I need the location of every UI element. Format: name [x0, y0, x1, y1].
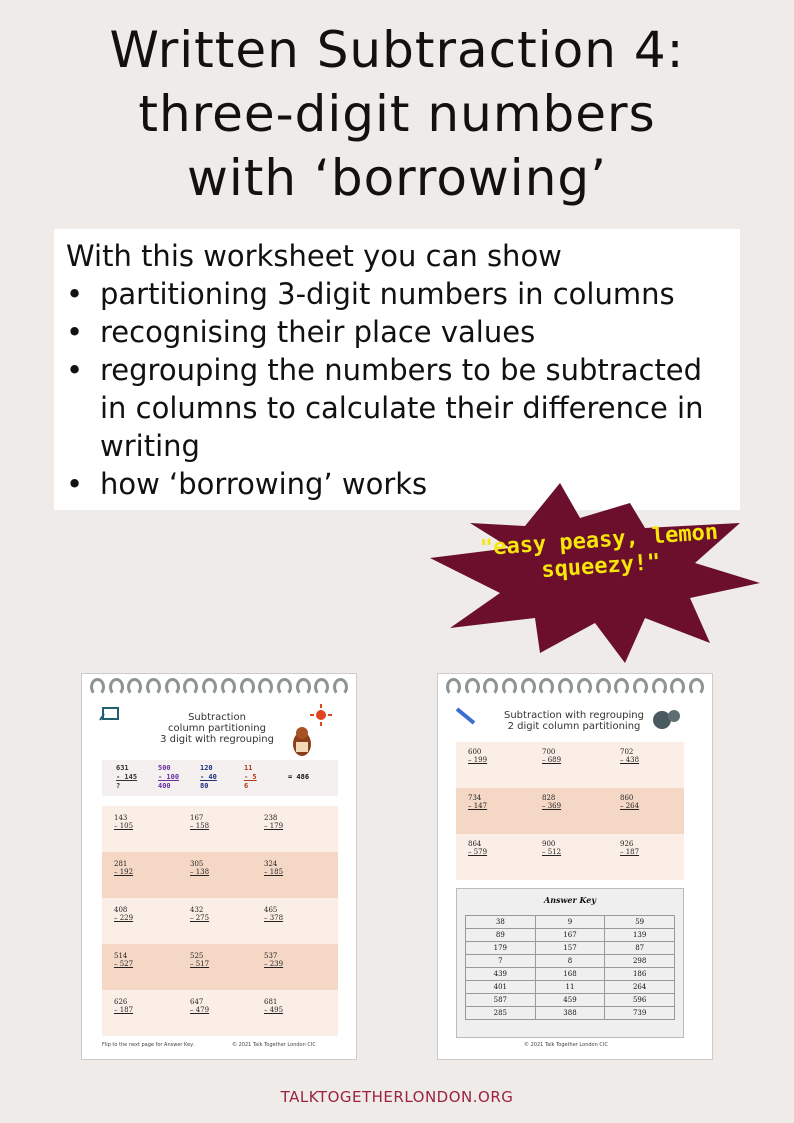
subtrahend: – 527	[114, 960, 134, 968]
worksheet-1-title	[132, 712, 302, 745]
example-strip	[102, 760, 338, 796]
answer-row	[466, 916, 675, 929]
problem-cell	[620, 748, 639, 764]
worksheet-preview-1	[81, 673, 357, 1060]
answer-key-panel	[456, 888, 684, 1038]
answer-cell: 87	[605, 942, 675, 955]
answer-cell: 168	[535, 968, 605, 981]
subtrahend: – 179	[264, 822, 284, 830]
spiral-binding	[446, 678, 704, 700]
subtrahend: – 579	[468, 848, 488, 856]
problem-cell	[114, 906, 133, 922]
subtrahend: – 689	[542, 756, 562, 764]
worksheet-1-footer-right: © 2021 Talk Together London CIC	[232, 1042, 316, 1048]
problem-cell	[190, 860, 209, 876]
minuend: 734	[468, 794, 482, 802]
squirrel-icon	[650, 704, 684, 730]
intro-lead: With this worksheet you can show	[66, 239, 562, 273]
subtrahend: – 378	[264, 914, 284, 922]
minuend: 828	[542, 794, 556, 802]
website-url[interactable]: TALKTOGETHERLONDON.ORG	[280, 1088, 514, 1106]
worksheet-2-title-line: Subtraction with regrouping	[504, 710, 644, 721]
subtrahend: – 369	[542, 802, 562, 810]
minuend: 238	[264, 814, 278, 822]
problem-cell	[264, 814, 283, 830]
minuend: 525	[190, 952, 204, 960]
intro-bullet: • partitioning 3-digit numbers in columns	[66, 275, 728, 313]
problem-cell	[264, 998, 283, 1014]
minuend: 432	[190, 906, 204, 914]
title-line-2: three-digit numbers	[138, 85, 656, 143]
pencil-icon	[454, 706, 478, 726]
intro-bullet: • regrouping the numbers to be subtracted in columns to calculate their difference in writing	[66, 351, 728, 465]
worksheet-1-title-line: 3 digit with regrouping	[160, 734, 274, 745]
answer-cell: 157	[535, 942, 605, 955]
example-value: 120	[200, 764, 213, 772]
example-value: - 100	[158, 773, 180, 781]
answer-cell: 298	[605, 955, 675, 968]
example-result: = 486	[288, 773, 310, 781]
minuend: 537	[264, 952, 278, 960]
problem-cell	[190, 814, 209, 830]
problem-cell	[114, 998, 133, 1014]
minuend: 167	[190, 814, 204, 822]
badge-text: "easy peasy, lemon squeezy!"	[479, 519, 719, 584]
page-title	[0, 18, 794, 210]
subtrahend: – 495	[264, 1006, 284, 1014]
answer-cell: 439	[466, 968, 536, 981]
answer-cell: 8	[535, 955, 605, 968]
example-d	[244, 764, 257, 791]
example-a	[116, 764, 137, 791]
problem-row	[102, 852, 338, 898]
example-value: ?	[116, 782, 121, 790]
minuend: 900	[542, 840, 556, 848]
subtrahend: – 105	[114, 822, 134, 830]
answer-row	[466, 1007, 675, 1020]
squirrel-icon	[287, 724, 317, 758]
minuend: 647	[190, 998, 204, 1006]
minuend: 864	[468, 840, 482, 848]
subtrahend: – 199	[468, 756, 488, 764]
answer-cell: 139	[605, 929, 675, 942]
answer-cell: 186	[605, 968, 675, 981]
problem-row	[102, 990, 338, 1036]
subtrahend: – 185	[264, 868, 284, 876]
title-line-3: with ‘borrowing’	[186, 149, 608, 207]
answer-cell: 7	[466, 955, 536, 968]
minuend: 926	[620, 840, 634, 848]
intro-bullet: • how ‘borrowing’ works	[66, 465, 728, 503]
answer-cell: 38	[466, 916, 536, 929]
problem-cell	[620, 840, 639, 856]
minuend: 143	[114, 814, 128, 822]
example-value: 6	[244, 782, 249, 790]
worksheet-1-title-line: column partitioning	[168, 723, 266, 734]
minuend: 626	[114, 998, 128, 1006]
subtrahend: – 158	[190, 822, 210, 830]
worksheet-2-title-line: 2 digit column partitioning	[507, 721, 641, 732]
problem-cell	[468, 748, 487, 764]
subtrahend: – 479	[190, 1006, 210, 1014]
problem-cell	[264, 952, 283, 968]
answer-row	[466, 942, 675, 955]
intro-bullet-list	[66, 275, 728, 503]
example-value: 631	[116, 764, 129, 772]
example-c	[200, 764, 217, 791]
subtrahend: – 192	[114, 868, 134, 876]
worksheet-2-title	[484, 710, 664, 732]
problem-cell	[114, 860, 133, 876]
problem-cell	[264, 906, 283, 922]
subtrahend: – 438	[620, 756, 640, 764]
answer-cell: 264	[605, 981, 675, 994]
example-value: - 40	[200, 773, 217, 781]
answer-cell: 179	[466, 942, 536, 955]
example-value: 80	[200, 782, 209, 790]
problem-row	[102, 944, 338, 990]
example-value: 500	[158, 764, 171, 772]
problem-cell	[264, 860, 283, 876]
answer-cell: 587	[466, 994, 536, 1007]
subtrahend: – 512	[542, 848, 562, 856]
subtrahend: – 264	[620, 802, 640, 810]
answer-row	[466, 929, 675, 942]
answer-row	[466, 981, 675, 994]
answer-cell: 596	[605, 994, 675, 1007]
example-value: 400	[158, 782, 171, 790]
problem-row	[102, 898, 338, 944]
subtrahend: – 239	[264, 960, 284, 968]
problem-cell	[190, 906, 209, 922]
spiral-binding	[90, 678, 348, 700]
problem-cell	[114, 952, 133, 968]
subtrahend: – 187	[114, 1006, 134, 1014]
answer-cell: 459	[535, 994, 605, 1007]
problem-cell	[542, 794, 561, 810]
minuend: 324	[264, 860, 278, 868]
problem-cell	[190, 952, 209, 968]
subtrahend: – 275	[190, 914, 210, 922]
subtrahend: – 147	[468, 802, 488, 810]
example-value: - 145	[116, 773, 138, 781]
problem-cell	[114, 814, 133, 830]
problem-row	[102, 806, 338, 852]
answer-cell: 401	[466, 981, 536, 994]
minuend: 681	[264, 998, 278, 1006]
subtrahend: – 517	[190, 960, 210, 968]
answer-cell: 167	[535, 929, 605, 942]
problem-cell	[620, 794, 639, 810]
problem-row	[456, 742, 684, 788]
answer-row	[466, 994, 675, 1007]
minuend: 700	[542, 748, 556, 756]
answer-cell: 285	[466, 1007, 536, 1020]
problem-cell	[468, 794, 487, 810]
minuend: 702	[620, 748, 634, 756]
problem-cell	[468, 840, 487, 856]
worksheet-1-footer-left: Flip to the next page for Answer Key.	[102, 1042, 194, 1048]
minuend: 281	[114, 860, 128, 868]
example-value: 11	[244, 764, 253, 772]
sun-icon	[310, 704, 332, 726]
minuend: 600	[468, 748, 482, 756]
worksheet-2-footer: © 2021 Talk Together London CIC	[524, 1042, 608, 1048]
answer-cell: 739	[605, 1007, 675, 1020]
minuend: 514	[114, 952, 128, 960]
minuend: 860	[620, 794, 634, 802]
minuend: 465	[264, 906, 278, 914]
subtrahend: – 229	[114, 914, 134, 922]
answer-cell: 59	[605, 916, 675, 929]
subtrahend: – 138	[190, 868, 210, 876]
intro-bullet: • recognising their place values	[66, 313, 728, 351]
minuend: 305	[190, 860, 204, 868]
worksheet-preview-2	[437, 673, 713, 1060]
title-line-1: Written Subtraction 4:	[109, 21, 685, 79]
problem-row	[456, 834, 684, 880]
problem-row	[456, 788, 684, 834]
answer-cell: 388	[535, 1007, 605, 1020]
intro-box	[54, 229, 740, 510]
example-value: - 5	[244, 773, 257, 781]
answer-key-title: Answer Key	[543, 895, 597, 905]
problem-cell	[190, 998, 209, 1014]
answer-cell: 89	[466, 929, 536, 942]
answer-key-table	[465, 915, 675, 1020]
whiteboard-icon	[98, 706, 120, 722]
answer-row	[466, 955, 675, 968]
answer-row	[466, 968, 675, 981]
problem-cell	[542, 748, 561, 764]
answer-cell: 9	[535, 916, 605, 929]
problem-cell	[542, 840, 561, 856]
example-b	[158, 764, 179, 791]
subtrahend: – 187	[620, 848, 640, 856]
minuend: 408	[114, 906, 128, 914]
worksheet-1-title-line: Subtraction	[188, 712, 246, 723]
answer-cell: 11	[535, 981, 605, 994]
